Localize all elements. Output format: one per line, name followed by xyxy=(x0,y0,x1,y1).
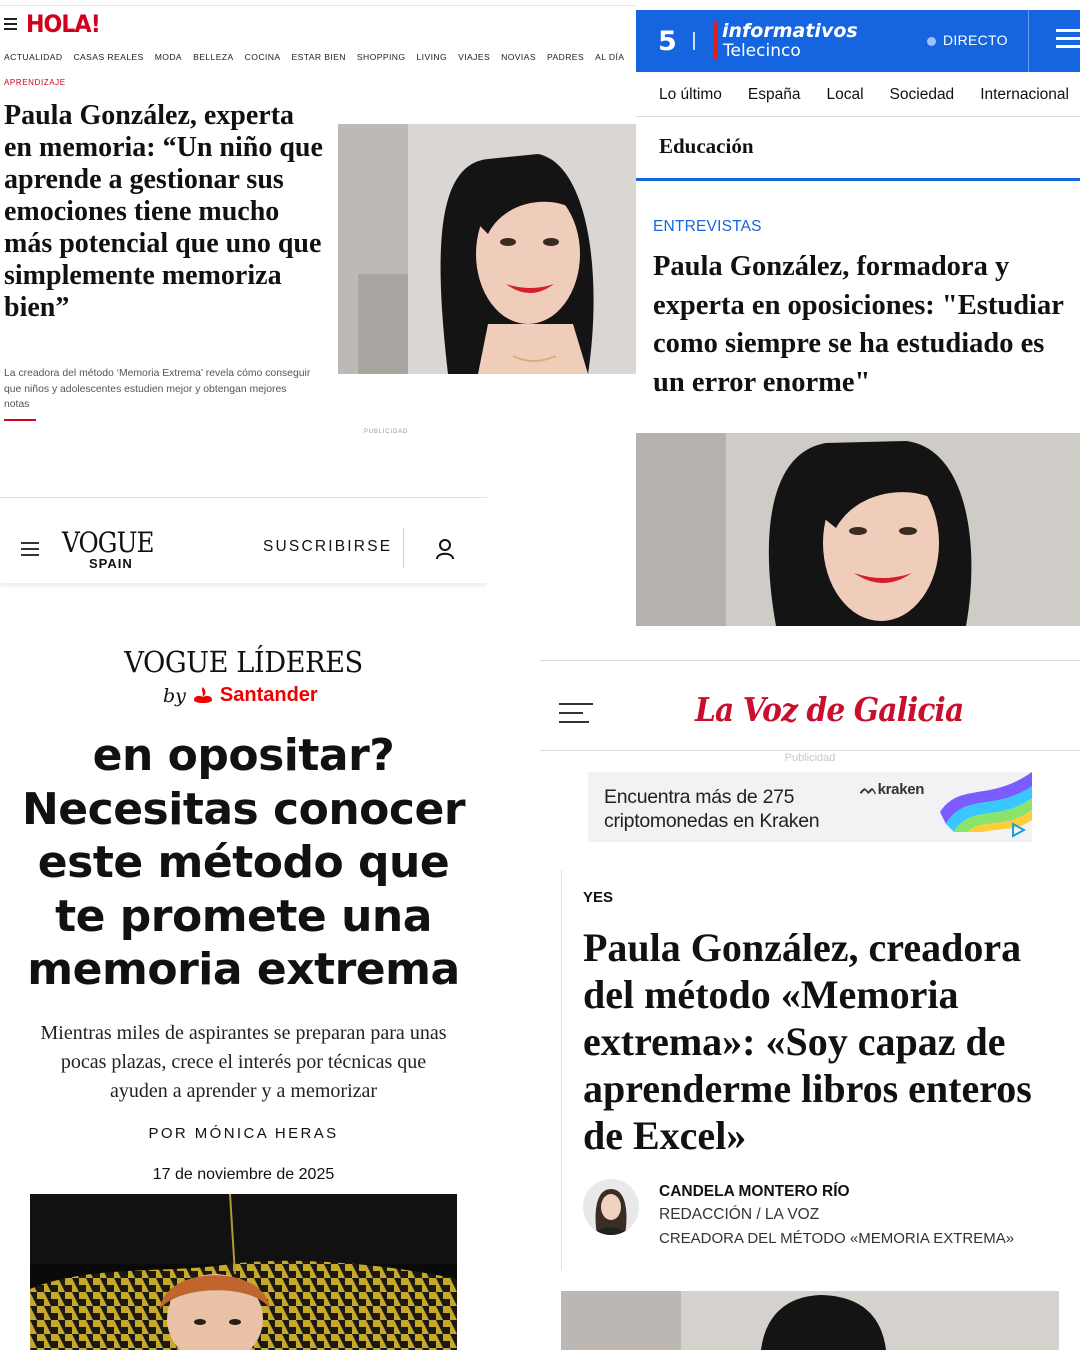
author-name[interactable]: CANDELA MONTERO RÍO xyxy=(659,1183,850,1200)
nav-item-sociedad[interactable]: Sociedad xyxy=(889,86,955,103)
adchoices-icon[interactable] xyxy=(1010,822,1026,838)
nav-item-actualidad[interactable]: ACTUALIDAD xyxy=(4,52,63,62)
nav-item-cocina[interactable]: COCINA xyxy=(244,52,281,62)
article-author[interactable]: POR MÓNICA HERAS xyxy=(148,1125,339,1142)
article-rule xyxy=(561,870,562,1270)
vogue-logo-edition: SPAIN xyxy=(89,556,133,571)
telecinco-logo-mark[interactable]: 5 xyxy=(658,26,677,57)
nav-divider xyxy=(636,116,1080,117)
article-photo[interactable] xyxy=(338,124,636,374)
header-divider xyxy=(540,750,1080,751)
kraken-ad-banner[interactable] xyxy=(588,772,1032,842)
santander-logo-text: Santander xyxy=(219,684,318,706)
author-role: REDACCIÓN / LA VOZ xyxy=(659,1206,820,1223)
series-title[interactable]: VOGUE LÍDERES xyxy=(124,645,363,679)
article-headline[interactable]: en opositar? Necesitas conocer este método que te promete una memoria extrema xyxy=(21,730,466,995)
nav-item-novias[interactable]: NOVIAS xyxy=(501,52,536,62)
article-headline[interactable]: Paula González, experta en memoria: “Un niño que aprende a gestionar sus emociones tiene mucho más potencial que uno que simplemente memoriza bien” xyxy=(4,100,323,323)
header-divider xyxy=(403,528,404,568)
telecinco-article-panel xyxy=(636,10,1080,626)
menu-icon[interactable] xyxy=(559,703,593,725)
accent-bar xyxy=(4,419,36,421)
kraken-logo-icon: ᨓ xyxy=(860,781,878,798)
hola-article-panel xyxy=(0,0,636,440)
nav-item-lo-ultimo[interactable]: Lo último xyxy=(659,86,722,103)
brand-red-line xyxy=(714,22,717,60)
user-icon[interactable] xyxy=(433,537,457,561)
menu-icon[interactable] xyxy=(1056,29,1080,49)
telecinco-nav xyxy=(659,86,1069,104)
article-tag[interactable]: CREADORA DEL MÉTODO «MEMORIA EXTREMA» xyxy=(659,1230,1015,1247)
santander-flame-icon xyxy=(192,685,214,707)
section-title[interactable]: Educación xyxy=(659,134,754,158)
article-kicker[interactable]: YES xyxy=(583,889,614,906)
article-date: 17 de noviembre de 2025 xyxy=(152,1166,335,1183)
section-underline xyxy=(636,178,1080,181)
nav-item-viajes[interactable]: VIAJES xyxy=(458,52,491,62)
menu-icon[interactable] xyxy=(21,542,39,556)
ad-label: Publicidad xyxy=(784,752,836,764)
nav-item-shopping[interactable]: SHOPPING xyxy=(356,52,406,62)
live-dot-icon xyxy=(927,37,936,46)
ad-label: PUBLICIDAD xyxy=(364,429,409,435)
lavoz-logo[interactable]: La Voz de Galicia xyxy=(695,690,964,729)
nav-item-moda[interactable]: MODA xyxy=(154,52,183,62)
top-divider xyxy=(0,5,636,6)
brand-informativos[interactable]: informativos xyxy=(722,20,858,42)
vogue-header xyxy=(0,498,487,583)
nav-item-al-dia[interactable]: AL DÍA xyxy=(595,52,625,62)
nav-item-estar-bien[interactable]: ESTAR BIEN xyxy=(291,52,346,62)
nav-item-belleza[interactable]: BELLEZA xyxy=(193,52,234,62)
article-dek: Mientras miles de aspirantes se preparan para unas pocas plazas, crece el interés por técnicas que ayuden a aprender y a memorizar xyxy=(40,1022,447,1102)
nav-item-local[interactable]: Local xyxy=(826,86,864,103)
article-headline[interactable]: Paula González, creadora del método «Memoria extrema»: «Soy capaz de aprenderme libros enteros de Excel» xyxy=(583,925,1032,1158)
ad-brand-name: kraken xyxy=(877,781,925,798)
article-headline[interactable]: Paula González, formadora y experta en oposiciones: "Estudiar como siempre se ha estudiado es un error enorme" xyxy=(653,251,1064,398)
live-button[interactable]: DIRECTO xyxy=(943,32,1008,48)
article-summary: La creadora del método ‘Memoria Extrema’ revela cómo conseguir que niños y adolescentes estudien mejor y obtengan mejores notas xyxy=(4,368,311,410)
ad-brand xyxy=(860,781,924,798)
article-photo[interactable] xyxy=(561,1291,1059,1350)
top-divider xyxy=(540,660,1080,661)
article-photo[interactable] xyxy=(636,433,1080,626)
nav-item-padres[interactable]: PADRES xyxy=(546,52,585,62)
nav-item-living[interactable]: LIVING xyxy=(416,52,448,62)
logo-separator xyxy=(693,32,695,50)
hola-logo[interactable]: HOLA! xyxy=(26,10,100,38)
nav-item-internacional[interactable]: Internacional xyxy=(980,86,1069,103)
brand-telecinco[interactable]: Telecinco xyxy=(723,41,801,61)
telecinco-header xyxy=(636,10,1080,72)
series-sponsor[interactable] xyxy=(163,684,318,707)
vogue-logo[interactable]: VOGUE xyxy=(62,526,154,559)
section-label[interactable]: APRENDIZAJE xyxy=(4,78,66,87)
menu-icon[interactable] xyxy=(4,18,17,29)
ad-text[interactable]: Encuentra más de 275 criptomonedas en Kraken xyxy=(604,786,820,832)
lavoz-article-panel xyxy=(540,660,1080,1350)
nav-item-casas-reales[interactable]: CASAS REALES xyxy=(73,52,144,62)
series-by: by xyxy=(163,684,186,707)
article-photo[interactable] xyxy=(30,1194,457,1350)
vogue-article-panel xyxy=(0,497,487,1350)
subscribe-button[interactable]: SUSCRIBIRSE xyxy=(263,538,393,555)
header-divider xyxy=(1028,10,1029,72)
article-kicker[interactable]: ENTREVISTAS xyxy=(653,218,762,235)
author-avatar[interactable] xyxy=(583,1179,639,1235)
hola-nav xyxy=(4,52,624,62)
nav-item-espana[interactable]: España xyxy=(747,86,801,103)
